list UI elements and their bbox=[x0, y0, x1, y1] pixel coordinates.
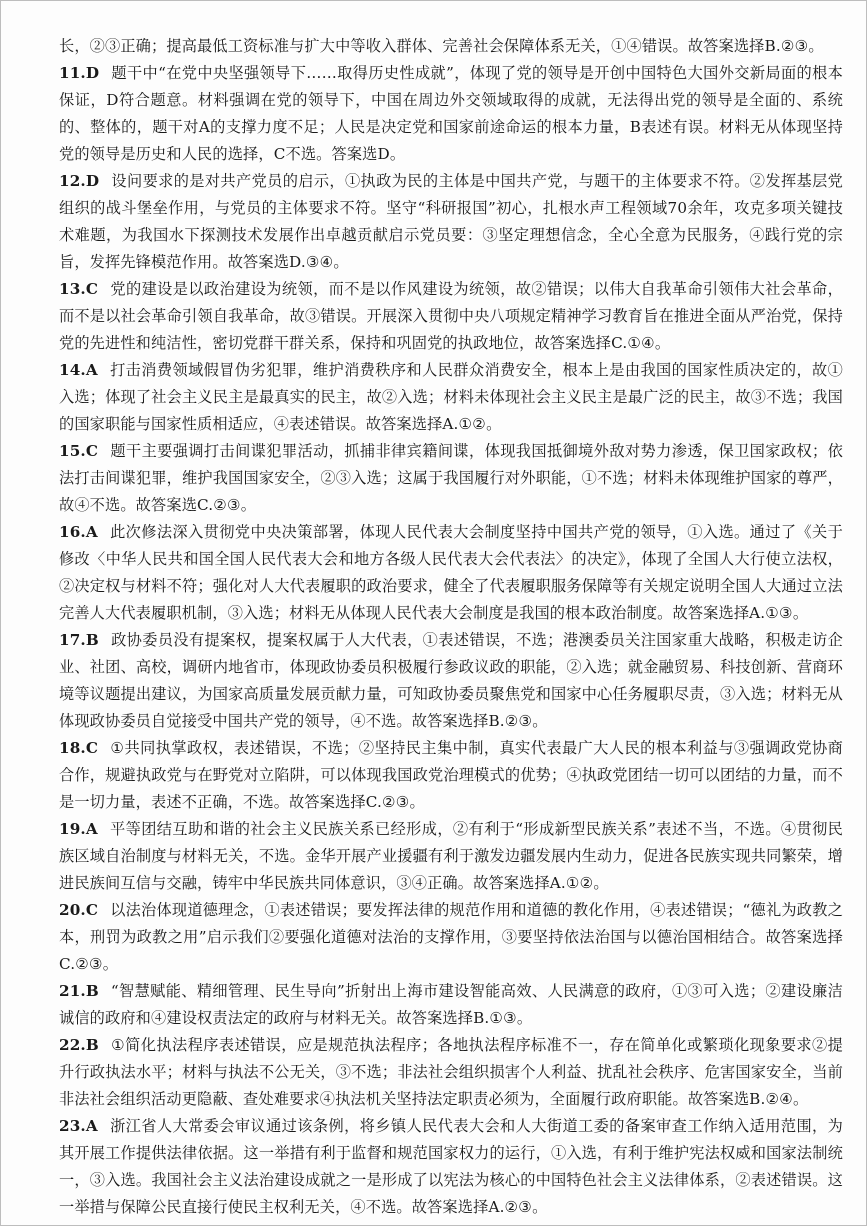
answer-text: “智慧赋能、精细管理、民生导向”折射出上海市建设智能高效、人民满意的政府，①③可入选；②建设廉洁诚信的政府和④建设权责法定的政府与材料无关。故答案选择B.①③。 bbox=[59, 982, 843, 1027]
answer-text: 设问要求的是对共产党员的启示，①执政为民的主体是中国共产党，与题干的主体要求不符。②发挥基层党组织的战斗堡垒作用，与党员的主体要求不符。坚守“科研报国”初心，扎根水声工程领域70余年，攻克多项关键技术难题，为我国水下探测技术发展作出卓越贡献启示党员要：③坚定理想信念，全心全意为民服务，④践行党的宗旨，发挥先锋模范作用。故答案选D.③④。 bbox=[59, 172, 843, 271]
answer-number: 19.A bbox=[59, 820, 98, 838]
answer-text: 长，②③正确；提高最低工资标准与扩大中等收入群体、完善社会保障体系无关，①④错误。故答案选择B.②③。 bbox=[59, 37, 824, 55]
answer-text: 浙江省人大常委会审议通过该条例，将乡镇人民代表大会和人大街道工委的备案审查工作纳入适用范围，为其开展工作提供法律依据。这一举措有利于监督和规范国家权力的运行，①入选，有利于维护宪法权威和国家法制统一，③入选。我国社会主义法治建设成就之一是形成了以宪法为核心的中国特色社会主义法律体系，②表述错误。这一举措与保障公民直接行使民主权利无关，④不选。故答案选择A.②③。 bbox=[59, 1117, 843, 1216]
answer-number: 13.C bbox=[59, 280, 99, 298]
answer-item-13 bbox=[59, 276, 843, 357]
answer-item-10-cont bbox=[59, 33, 843, 60]
answer-number: 17.B bbox=[59, 631, 99, 649]
answer-item-16 bbox=[59, 519, 843, 627]
answer-number: 21.B bbox=[59, 982, 99, 1000]
answer-text: 此次修法深入贯彻党中央决策部署，体现人民代表大会制度坚持中国共产党的领导，①入选。通过了《关于修改〈中华人民共和国全国人民代表大会和地方各级人民代表大会代表法〉的决定》，体现了全国人大行使立法权，②决定权与材料不符；强化对人大代表履职的政治要求，健全了代表履职服务保障等有关规定说明全国人大通过立法完善人大代表履职机制，③入选；材料无从体现人民代表大会制度是我国的根本政治制度。故答案选择A.①③。 bbox=[59, 523, 843, 622]
answer-text: 题干中“在党中央坚强领导下……取得历史性成就”，体现了党的领导是开创中国特色大国外交新局面的根本保证，D符合题意。材料强调在党的领导下，中国在周边外交领域取得的成就，无法得出党的领导是全面的、系统的、整体的，题干对A的支撑力度不足；人民是决定党和国家前途命运的根本力量，B表述有误。材料无从体现坚持党的领导是历史和人民的选择，C不选。答案选D。 bbox=[59, 64, 843, 163]
answer-number: 20.C bbox=[59, 901, 99, 919]
answer-number: 14.A bbox=[59, 361, 98, 379]
answer-number: 16.A bbox=[59, 523, 98, 541]
answer-item-15 bbox=[59, 438, 843, 519]
answer-item-20 bbox=[59, 897, 843, 978]
answer-text: 党的建设是以政治建设为统领，而不是以作风建设为统领，故②错误；以伟大自我革命引领伟大社会革命，而不是以社会革命引领自我革命，故③错误。开展深入贯彻中央八项规定精神学习教育旨在推进全面从严治党，保持党的先进性和纯洁性，密切党群干群关系，保持和巩固党的执政地位，故答案选择C.①④。 bbox=[59, 280, 843, 352]
answer-item-11 bbox=[59, 60, 843, 168]
answer-text: 题干主要强调打击间谍犯罪活动，抓捕非律宾籍间谍，体现我国抵御境外敌对势力渗透，保卫国家政权；依法打击间谍犯罪，维护我国国家安全，②③入选；这属于我国履行对外职能，①不选；材料未体现维护国家的尊严，故④不选。故答案选C.②③。 bbox=[59, 442, 843, 514]
answer-item-12 bbox=[59, 168, 843, 276]
answer-text: 以法治体现道德理念，①表述错误；要发挥法律的规范作用和道德的教化作用，④表述错误；“德礼为政教之本，刑罚为政教之用”启示我们②要强化道德对法治的支撑作用，③要坚持依法治国与以德治国相结合。故答案选择C.②③。 bbox=[59, 901, 843, 973]
answer-item-14 bbox=[59, 357, 843, 438]
answer-text: 打击消费领域假冒伪劣犯罪，维护消费秩序和人民群众消费安全，根本上是由我国的国家性质决定的，故①入选；体现了社会主义民主是最真实的民主，故②入选；材料未体现社会主义民主是最广泛的民主，故③不选；我国的国家职能与国家性质相适应，④表述错误。故答案选择A.①②。 bbox=[59, 361, 843, 433]
answer-item-19 bbox=[59, 816, 843, 897]
answer-text: ①简化执法程序表述错误，应是规范执法程序；各地执法程序标准不一，存在简单化或繁琐化现象要求②提升行政执法水平；材料与执法不公无关，③不选；非法社会组织损害个人利益、扰乱社会秩序、危害国家安全，当前非法社会组织活动更隐蔽、查处难要求④执法机关坚持法定职责必须为，全面履行政府职能。故答案选B.②④。 bbox=[59, 1036, 843, 1108]
answer-item-17 bbox=[59, 627, 843, 735]
answer-text: 平等团结互助和谐的社会主义民族关系已经形成，②有利于“形成新型民族关系”表述不当，不选。④贯彻民族区域自治制度与材料无关，不选。金华开展产业援疆有利于激发边疆发展内生动力，促进各民族实现共同繁荣，增进民族间互信与交融，铸牢中华民族共同体意识，③④正确。故答案选择A.①②。 bbox=[59, 820, 843, 892]
answer-item-18 bbox=[59, 735, 843, 816]
answer-number: 18.C bbox=[59, 739, 99, 757]
answer-number: 11.D bbox=[59, 64, 100, 82]
answer-item-21 bbox=[59, 978, 843, 1032]
answer-text: 政协委员没有提案权，提案权属于人大代表，①表述错误，不选；港澳委员关注国家重大战略，积极走访企业、社团、高校，调研内地省市，体现政协委员积极履行参政议政的职能，②入选；就金融贸易、科技创新、营商环境等议题提出建议，为国家高质量发展贡献力量，可知政协委员聚焦党和国家中心任务履职尽责，③入选；材料无从体现政协委员自觉接受中国共产党的领导，④不选。故答案选择B.②③。 bbox=[59, 631, 843, 730]
answer-item-23 bbox=[59, 1113, 843, 1221]
answer-number: 23.A bbox=[59, 1117, 98, 1135]
answer-number: 12.D bbox=[59, 172, 100, 190]
answer-text: ①共同执掌政权，表述错误，不选；②坚持民主集中制，真实代表最广大人民的根本利益与③强调政党协商合作，规避执政党与在野党对立陷阱，可以体现我国政党治理模式的优势；④执政党团结一切可以团结的力量，而不是一切力量，表述不正确，不选。故答案选择C.②③。 bbox=[59, 739, 843, 811]
answer-number: 15.C bbox=[59, 442, 99, 460]
answer-item-22 bbox=[59, 1032, 843, 1113]
answer-number: 22.B bbox=[59, 1036, 99, 1054]
answer-explanations bbox=[59, 33, 843, 1221]
